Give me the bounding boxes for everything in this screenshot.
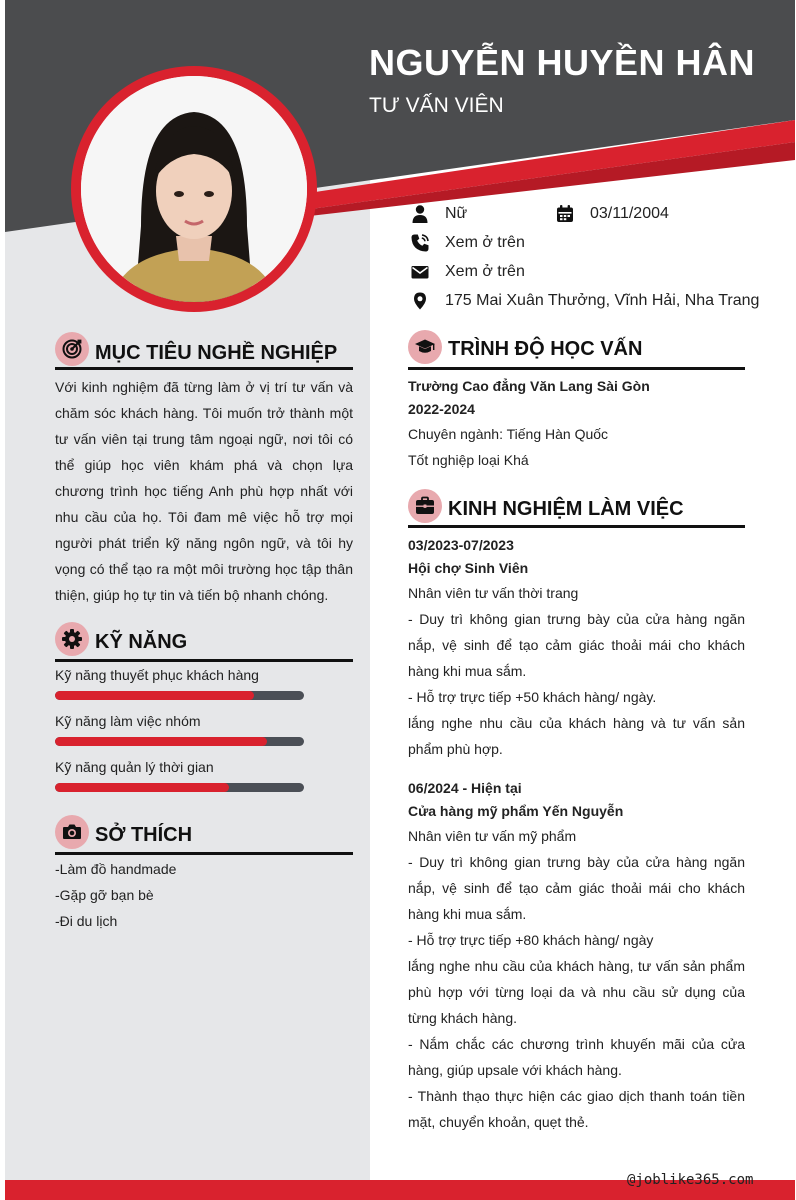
address-value: 175 Mai Xuân Thưởng, Vĩnh Hải, Nha Trang — [445, 292, 760, 309]
job-period: 06/2024 - Hiện tại — [408, 780, 522, 796]
skill-label: Kỹ năng thuyết phục khách hàng — [55, 667, 259, 683]
job-position: Nhân viên tư vấn thời trang — [408, 585, 579, 601]
job-desc: - Hỗ trợ trực tiếp +80 khách hàng/ ngày — [408, 932, 654, 948]
job-company: Hội chợ Sinh Viên — [408, 560, 529, 576]
resume-page — [5, 0, 795, 1200]
envelope-icon — [410, 262, 430, 282]
job-company: Cửa hàng mỹ phẩm Yến Nguyễn — [408, 803, 624, 819]
education-heading — [408, 330, 642, 364]
avatar-photo — [81, 76, 307, 302]
phone-value: Xem ở trên — [445, 234, 525, 251]
candidate-role: TƯ VẤN VIÊN — [369, 94, 504, 117]
education-major: Chuyên ngành: Tiếng Hàn Quốc — [408, 426, 609, 442]
skill-bar-fill — [55, 783, 229, 792]
job-desc: - Nắm chắc các chương trình khuyến mãi của cửa hàng, giúp upsale với khách hàng. — [408, 1036, 745, 1078]
briefcase-icon — [408, 489, 442, 523]
hobbies-divider — [55, 852, 353, 855]
skill-bar — [55, 691, 304, 700]
job-desc: - Duy trì không gian trưng bày của cửa hàng ngăn nắp, vệ sinh để tạo cảm giác thoải mái cho khách hàng khi mua sắm. — [408, 854, 745, 922]
objective-title: MỤC TIÊU NGHỀ NGHIỆP — [95, 341, 338, 364]
skill-label: Kỹ năng làm việc nhóm — [55, 713, 201, 729]
education-title: TRÌNH ĐỘ HỌC VẤN — [448, 337, 643, 360]
skills-heading — [55, 622, 187, 656]
job-desc: - Hỗ trợ trực tiếp +50 khách hàng/ ngày. — [408, 689, 657, 705]
experience-heading — [408, 489, 684, 523]
email-value: Xem ở trên — [445, 263, 525, 280]
experience-title: KINH NGHIỆM LÀM VIỆC — [448, 497, 684, 520]
education-grade: Tốt nghiệp loại Khá — [408, 452, 529, 468]
education-divider — [408, 367, 745, 370]
contact-address — [410, 291, 759, 311]
hobbies-title: SỞ THÍCH — [95, 823, 193, 846]
experience-divider — [408, 525, 745, 528]
hobby-item: -Gặp gỡ bạn bè — [55, 887, 154, 903]
hobby-item: -Làm đồ handmade — [55, 861, 177, 877]
job-period: 03/2023-07/2023 — [408, 537, 514, 553]
objective-divider — [55, 367, 353, 370]
skills-title: KỸ NĂNG — [95, 630, 188, 653]
person-icon — [410, 204, 430, 224]
skills-divider — [55, 659, 353, 662]
skill-bar — [55, 783, 304, 792]
contact-phone — [410, 233, 525, 253]
calendar-icon — [555, 204, 575, 224]
contact-email — [410, 262, 525, 282]
hobbies-heading — [55, 815, 192, 849]
education-school: Trường Cao đẳng Văn Lang Sài Gòn — [408, 378, 650, 394]
skill-bar-fill — [55, 691, 254, 700]
job-desc: - Duy trì không gian trưng bày của cửa hàng ngăn nắp, vệ sinh để tạo cảm giác thoải mái cho khách hàng khi mua sắm. — [408, 611, 745, 679]
gender-value: Nữ — [445, 205, 468, 222]
objective-text: Với kinh nghiệm đã từng làm ở vị trí tư vấn và chăm sóc khách hàng. Tôi muốn trở thành một tư vấn viên tại trung tâm ngoại ngữ, nơi tôi có thể giúp học viên khám phá và chọn lựa chương trình học tiếng Anh phù hợp nhất với nhu cầu của họ. Tôi đam mê việc hỗ trợ mọi người phát triển kỹ năng ngôn ngữ, và tôi hy vọng có thể tạo ra một môi trường học tập thân thiện, giúp họ tự tin và tiến bộ nhanh chóng. — [55, 379, 353, 603]
phone-icon — [410, 233, 430, 253]
camera-icon — [55, 815, 89, 849]
contact-gender — [410, 204, 467, 224]
gear-icon — [55, 622, 89, 656]
education-period: 2022-2024 — [408, 401, 475, 417]
job-position: Nhân viên tư vấn mỹ phẩm — [408, 828, 577, 844]
skill-label: Kỹ năng quản lý thời gian — [55, 759, 214, 775]
hobby-item: -Đi du lịch — [55, 913, 118, 929]
objective-heading — [55, 332, 337, 366]
graduation-cap-icon — [408, 330, 442, 364]
job-desc: lắng nghe nhu cầu của khách hàng và tư vấn sản phẩm phù hợp. — [408, 715, 745, 757]
avatar — [71, 66, 317, 312]
contact-birthdate — [555, 204, 669, 224]
skill-bar — [55, 737, 304, 746]
footer-watermark: @joblike365.com — [627, 1172, 754, 1188]
birthdate-value: 03/11/2004 — [590, 205, 669, 222]
skill-bar-fill — [55, 737, 267, 746]
job-desc: lắng nghe nhu cầu của khách hàng, tư vấn sản phẩm phù hợp với từng loại da và nhu cầu sử dụng của từng khách hàng. — [408, 958, 745, 1026]
candidate-name: NGUYỄN HUYỀN HÂN — [369, 42, 756, 83]
job-desc: - Thành thạo thực hiện các giao dịch thanh toán tiền mặt, chuyển khoản, quẹt thẻ. — [408, 1088, 745, 1130]
target-icon — [55, 332, 89, 366]
location-pin-icon — [410, 291, 430, 311]
